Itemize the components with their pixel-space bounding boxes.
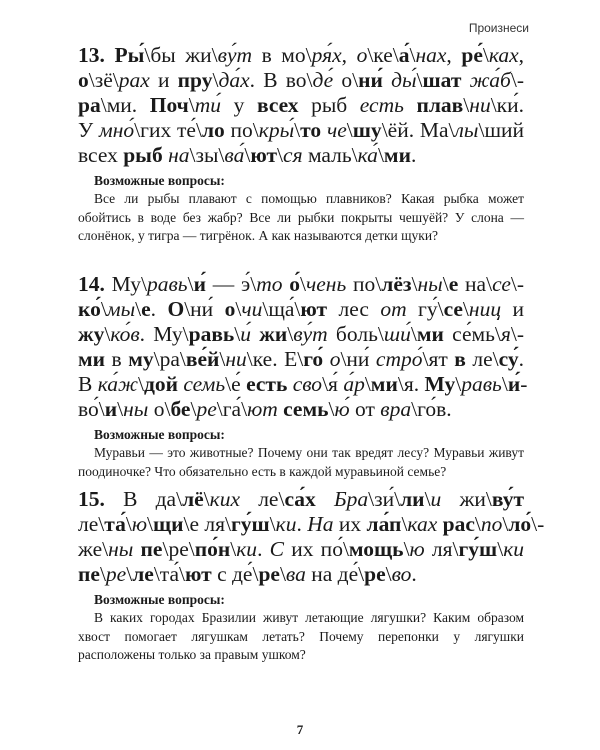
text-run: ми: [78, 347, 106, 371]
text-run: та́: [104, 512, 126, 536]
text-run: маль\: [302, 143, 358, 167]
text-run: \: [411, 272, 418, 296]
text-run: В да\: [104, 487, 183, 511]
text-run: \: [235, 297, 242, 321]
text-run: В: [78, 372, 98, 396]
text-run: пе: [140, 537, 163, 561]
exercise-line: [78, 562, 524, 587]
text-run: [404, 93, 417, 117]
text-run: ти́: [194, 93, 222, 117]
text-run: и: [430, 487, 442, 511]
text-run: \я.: [397, 372, 425, 396]
text-run: ре: [364, 562, 386, 586]
text-run: ки: [503, 537, 524, 561]
text-run: \: [294, 118, 301, 142]
exercise-line: [78, 272, 524, 297]
text-run: .: [411, 562, 417, 586]
text-run: Му\: [104, 272, 147, 296]
text-run: в: [454, 347, 466, 371]
text-run: ,: [446, 43, 462, 67]
text-run: семь: [283, 397, 329, 421]
text-run: \ке\: [367, 43, 399, 67]
text-run: . В во\: [249, 68, 313, 92]
text-run: ре: [196, 397, 217, 421]
text-run: \го́в.: [411, 397, 452, 421]
questions-title: Возможные вопросы:: [94, 173, 225, 188]
text-run: Му: [424, 372, 456, 396]
text-run: \: [497, 537, 504, 561]
text-run: ны: [108, 537, 134, 561]
text-run: .: [296, 512, 308, 536]
text-run: стро́: [375, 347, 423, 371]
text-run: \: [104, 322, 111, 346]
text-run: дой: [143, 372, 178, 396]
text-run: \гих те́\: [134, 118, 202, 142]
text-run: [316, 487, 334, 511]
exercise-line: [78, 68, 524, 93]
text-run: ми: [383, 143, 411, 167]
exercise-line: [78, 397, 524, 422]
text-run: чень: [306, 272, 347, 296]
text-run: есть: [246, 372, 288, 396]
text-run: и́: [240, 322, 252, 346]
text-run: \: [138, 372, 144, 396]
text-run: ки: [236, 537, 258, 561]
text-run: Поч: [149, 93, 189, 117]
text-run: ни́: [358, 68, 383, 92]
questions-text: Муравьи — это животные? Почему они так вредят лесу? Муравьи живут поодиночке? Что обязательно есть в каждой муравьиной семье?: [78, 445, 524, 479]
text-run: го́: [303, 347, 324, 371]
text-run: \: [135, 297, 142, 321]
text-run: су́: [498, 347, 519, 371]
text-run: \: [279, 562, 286, 586]
text-run: \ки́.: [490, 93, 525, 117]
text-run: по: [480, 512, 503, 536]
text-run: чи: [241, 297, 263, 321]
text-run: жу: [78, 322, 105, 346]
text-run: по\: [224, 118, 259, 142]
exercise-line: [78, 537, 524, 562]
text-run: мы: [106, 297, 136, 321]
text-run: \ни́: [340, 347, 376, 371]
text-run: от: [349, 397, 381, 421]
text-run: са́х: [284, 487, 316, 511]
text-run: \-: [531, 512, 545, 536]
text-run: ми: [416, 322, 444, 346]
exercise-line: [78, 372, 528, 397]
text-run: ках: [488, 43, 519, 67]
text-run: \: [416, 68, 423, 92]
text-run: ля\: [424, 537, 459, 561]
text-run: \: [482, 43, 489, 67]
text-run: ву́т: [217, 43, 253, 67]
text-run: ниц: [468, 297, 502, 321]
text-run: о: [78, 68, 89, 92]
text-run: .: [410, 143, 417, 167]
text-run: \зы\: [189, 143, 225, 167]
exercise-line: [78, 118, 524, 143]
text-run: щи: [152, 512, 184, 536]
text-run: . Му\: [139, 322, 189, 346]
exercise-line: [78, 43, 524, 68]
text-run: \ми.: [100, 93, 150, 117]
text-run: \ят: [422, 347, 455, 371]
text-run: е: [141, 297, 151, 321]
text-run: ле: [132, 562, 154, 586]
text-run: [105, 43, 115, 67]
text-run: ми: [370, 372, 398, 396]
exercise-15: [78, 487, 545, 665]
text-run: \: [244, 143, 251, 167]
text-run: бе: [170, 397, 191, 421]
text-run: \зи́\: [368, 487, 401, 511]
text-run: \: [410, 322, 417, 346]
text-run: всех: [78, 143, 124, 167]
text-run: ды́: [391, 68, 417, 92]
text-run: У: [78, 118, 100, 142]
text-run: и́: [193, 272, 206, 296]
text-run: \ра\: [153, 347, 186, 371]
text-run: ки: [275, 512, 297, 536]
text-run: На: [307, 512, 334, 536]
text-run: вра: [380, 397, 412, 421]
text-run: ло: [201, 118, 225, 142]
text-run: \: [203, 487, 210, 511]
text-run: равь: [461, 372, 502, 396]
text-run: ка́: [357, 143, 378, 167]
text-run: и: [149, 68, 178, 92]
text-run: .: [257, 537, 270, 561]
text-run: \: [474, 512, 481, 536]
text-run: \ща́\: [262, 297, 301, 321]
text-run: а́р: [343, 372, 365, 396]
text-run: С: [269, 537, 284, 561]
text-run: \: [190, 397, 197, 421]
text-run: \-: [510, 272, 525, 296]
text-run: \: [463, 93, 470, 117]
text-run: пе: [78, 562, 100, 586]
text-run: ках: [407, 512, 438, 536]
text-run: нах: [415, 43, 447, 67]
text-run: ни: [469, 93, 491, 117]
text-run: рыб: [298, 93, 360, 117]
text-run: [461, 68, 469, 92]
text-run: \: [230, 537, 237, 561]
text-run: ют: [250, 143, 278, 167]
text-run: ся: [283, 143, 303, 167]
text-run: \-: [510, 68, 525, 92]
text-run: ют: [300, 297, 328, 321]
text-run: ли: [400, 487, 425, 511]
text-run: пру: [177, 68, 213, 92]
text-run: \: [346, 118, 353, 142]
text-run: гу́ш: [458, 537, 498, 561]
text-run: О: [167, 297, 185, 321]
text-run: рах: [118, 68, 150, 92]
text-run: ле\: [465, 347, 499, 371]
text-run: \: [269, 512, 276, 536]
text-run: \ший: [478, 118, 525, 142]
text-run: шат: [422, 68, 462, 92]
questions-title: Возможные вопросы:: [94, 592, 225, 607]
exercise-line: [78, 347, 524, 372]
text-run: боль\: [327, 322, 384, 346]
text-run: \: [100, 297, 107, 321]
text-run: с де́\: [211, 562, 259, 586]
text-run: у: [221, 93, 257, 117]
text-run: \: [403, 537, 410, 561]
exercise-number: 14.: [78, 272, 105, 296]
text-run: во́\: [78, 397, 105, 421]
exercise-13: [78, 43, 524, 246]
running-head: Произнеси: [468, 21, 529, 35]
text-run: ют: [184, 562, 212, 586]
text-run: плав: [416, 93, 464, 117]
text-run: \: [455, 372, 462, 396]
text-run: \: [401, 512, 408, 536]
text-run: \та́\: [153, 562, 185, 586]
text-run: ка́ж: [97, 372, 138, 396]
text-run: ких: [209, 487, 241, 511]
page-number: 7: [296, 722, 304, 737]
text-run: — э́\: [205, 272, 257, 296]
text-run: ко́в: [110, 322, 140, 346]
text-run: \: [328, 397, 335, 421]
text-run: на\: [458, 272, 493, 296]
questions-text: В каких городах Бразилии живут летающие лягушки? Каким образом хвост помогает лягушкам летать? Почему перепонки у лягушки расположены только за правым ушком?: [78, 610, 524, 662]
text-run: \я́: [322, 372, 344, 396]
exercise-line: [78, 297, 524, 322]
text-run: ву́т: [491, 487, 525, 511]
text-run: \: [117, 397, 124, 421]
text-run: то: [300, 118, 322, 142]
exercise-line: [78, 143, 524, 168]
text-run: да́х: [218, 68, 250, 92]
text-run: о: [356, 43, 368, 67]
text-run: се: [492, 272, 511, 296]
text-run: се: [443, 297, 463, 321]
text-run: равь: [146, 272, 188, 296]
text-run: ва́: [224, 143, 245, 167]
text-run: е: [448, 272, 459, 296]
text-run: и́: [507, 372, 521, 396]
text-run: \е ля\: [183, 512, 231, 536]
text-run: лё: [182, 487, 204, 511]
text-run: от: [380, 297, 407, 321]
text-run: ле\: [78, 512, 105, 536]
text-run: се́мь\: [443, 322, 501, 346]
text-run: ре: [105, 562, 127, 586]
text-run: по́н: [194, 537, 231, 561]
text-run: жи\: [441, 487, 492, 511]
exercise-14: [78, 272, 528, 481]
text-run: \: [219, 347, 226, 371]
text-run: и: [104, 397, 118, 421]
text-run: \: [146, 512, 153, 536]
text-run: в мо\: [252, 43, 312, 67]
exercise-line: [78, 93, 524, 118]
text-run: \бы жи\: [144, 43, 218, 67]
text-run: ны: [123, 397, 149, 421]
text-run: о: [329, 347, 341, 371]
text-run: \: [99, 562, 106, 586]
text-run: ны: [417, 272, 443, 296]
text-run: ,: [518, 43, 525, 67]
text-run: ва: [285, 562, 306, 586]
text-run: ла́п: [366, 512, 402, 536]
text-run: жи: [259, 322, 288, 346]
text-run: сво: [292, 372, 323, 396]
text-run: о\: [148, 397, 171, 421]
text-run: жа́б: [469, 68, 511, 92]
text-run: то: [256, 272, 283, 296]
exercise-line: [78, 487, 524, 512]
text-run: ,: [341, 43, 357, 67]
text-run: лес: [327, 297, 381, 321]
text-run: же\: [78, 537, 109, 561]
text-run: ра: [78, 93, 101, 117]
text-run: .: [150, 297, 168, 321]
text-run: \: [385, 562, 392, 586]
text-run: ю: [131, 512, 147, 536]
exercise-line: [78, 512, 545, 537]
text-run: всех: [256, 93, 299, 117]
text-run: о: [224, 297, 236, 321]
text-run: ши́: [383, 322, 411, 346]
text-run: ло́: [508, 512, 532, 536]
text-run: кры́: [258, 118, 295, 142]
text-run: ву́т: [293, 322, 328, 346]
text-run: \га́\: [216, 397, 248, 421]
text-run: \: [234, 322, 241, 346]
text-run: \: [125, 512, 132, 536]
text-run: лёз: [381, 272, 412, 296]
text-run: \: [300, 272, 306, 296]
questions-title: Возможные вопросы:: [94, 427, 225, 442]
text-run: мно́: [99, 118, 135, 142]
text-run: \е́: [225, 372, 247, 396]
text-run: \: [187, 272, 194, 296]
text-run: ко́: [78, 297, 101, 321]
text-run: \: [212, 68, 219, 92]
text-run: \: [126, 562, 133, 586]
text-run: -: [520, 372, 528, 396]
text-run: по\: [346, 272, 382, 296]
text-run: шу: [352, 118, 382, 142]
text-run: ре́: [461, 43, 483, 67]
text-run: на: [168, 143, 190, 167]
text-run: гу́ш: [231, 512, 270, 536]
text-run: ю́: [334, 397, 350, 421]
text-run: \: [502, 512, 509, 536]
text-run: ря́х: [311, 43, 342, 67]
text-run: \: [409, 43, 416, 67]
text-run: есть: [359, 93, 404, 117]
text-run: а́: [398, 43, 410, 67]
text-run: о́: [289, 272, 301, 296]
text-run: [133, 537, 140, 561]
text-run: рыб: [123, 143, 163, 167]
text-run: на де́\: [305, 562, 365, 586]
text-run: де́: [312, 68, 334, 92]
text-run: му: [128, 347, 154, 371]
text-run: мощь: [348, 537, 404, 561]
text-run: ни: [225, 347, 247, 371]
text-run: \: [424, 487, 431, 511]
text-run: гу́\: [406, 297, 444, 321]
text-run: \ёй. Ма\: [381, 118, 455, 142]
text-run: ве́й: [185, 347, 220, 371]
text-run: \: [501, 372, 508, 396]
text-run: \: [462, 297, 469, 321]
text-run: я: [500, 322, 511, 346]
exercise-number: 13.: [78, 43, 105, 67]
text-run: ют: [247, 397, 278, 421]
text-run: \зё\: [88, 68, 119, 92]
text-run: рас: [442, 512, 475, 536]
text-run: о\: [333, 68, 359, 92]
text-run: \ни́: [184, 297, 225, 321]
text-run: \: [287, 322, 294, 346]
text-run: \: [188, 93, 195, 117]
questions-text: Все ли рыбы плавают с помощью плавников? Какая рыбка может обойтись в воде без жабр? Все ли рыбки покрыты чешуёй? У слона — слонёнок, у тигра — тигрёнок. А как называются детки щуки?: [78, 191, 524, 243]
text-run: \: [442, 272, 449, 296]
text-run: ре: [258, 562, 280, 586]
text-run: Ры́: [114, 43, 145, 67]
exercise-number: 15.: [78, 487, 105, 511]
text-run: равь: [188, 322, 235, 346]
text-run: .: [518, 347, 524, 371]
text-run: \ке. Е\: [246, 347, 304, 371]
text-run: \: [277, 143, 284, 167]
exercise-line: [78, 322, 524, 347]
text-run: че: [326, 118, 347, 142]
text-run: в: [105, 347, 129, 371]
text-run: Бра: [333, 487, 369, 511]
text-run: \-: [510, 322, 525, 346]
text-run: лы: [454, 118, 479, 142]
text-run: и: [501, 297, 524, 321]
text-run: ю: [409, 537, 425, 561]
text-run: \: [377, 143, 384, 167]
text-run: семь: [183, 372, 226, 396]
text-run: [383, 68, 391, 92]
text-run: \ре\: [162, 537, 195, 561]
text-run: \: [364, 372, 371, 396]
text-run: во: [391, 562, 412, 586]
text-run: ле\: [240, 487, 285, 511]
text-run: их по́\: [284, 537, 349, 561]
text-run: их: [333, 512, 367, 536]
